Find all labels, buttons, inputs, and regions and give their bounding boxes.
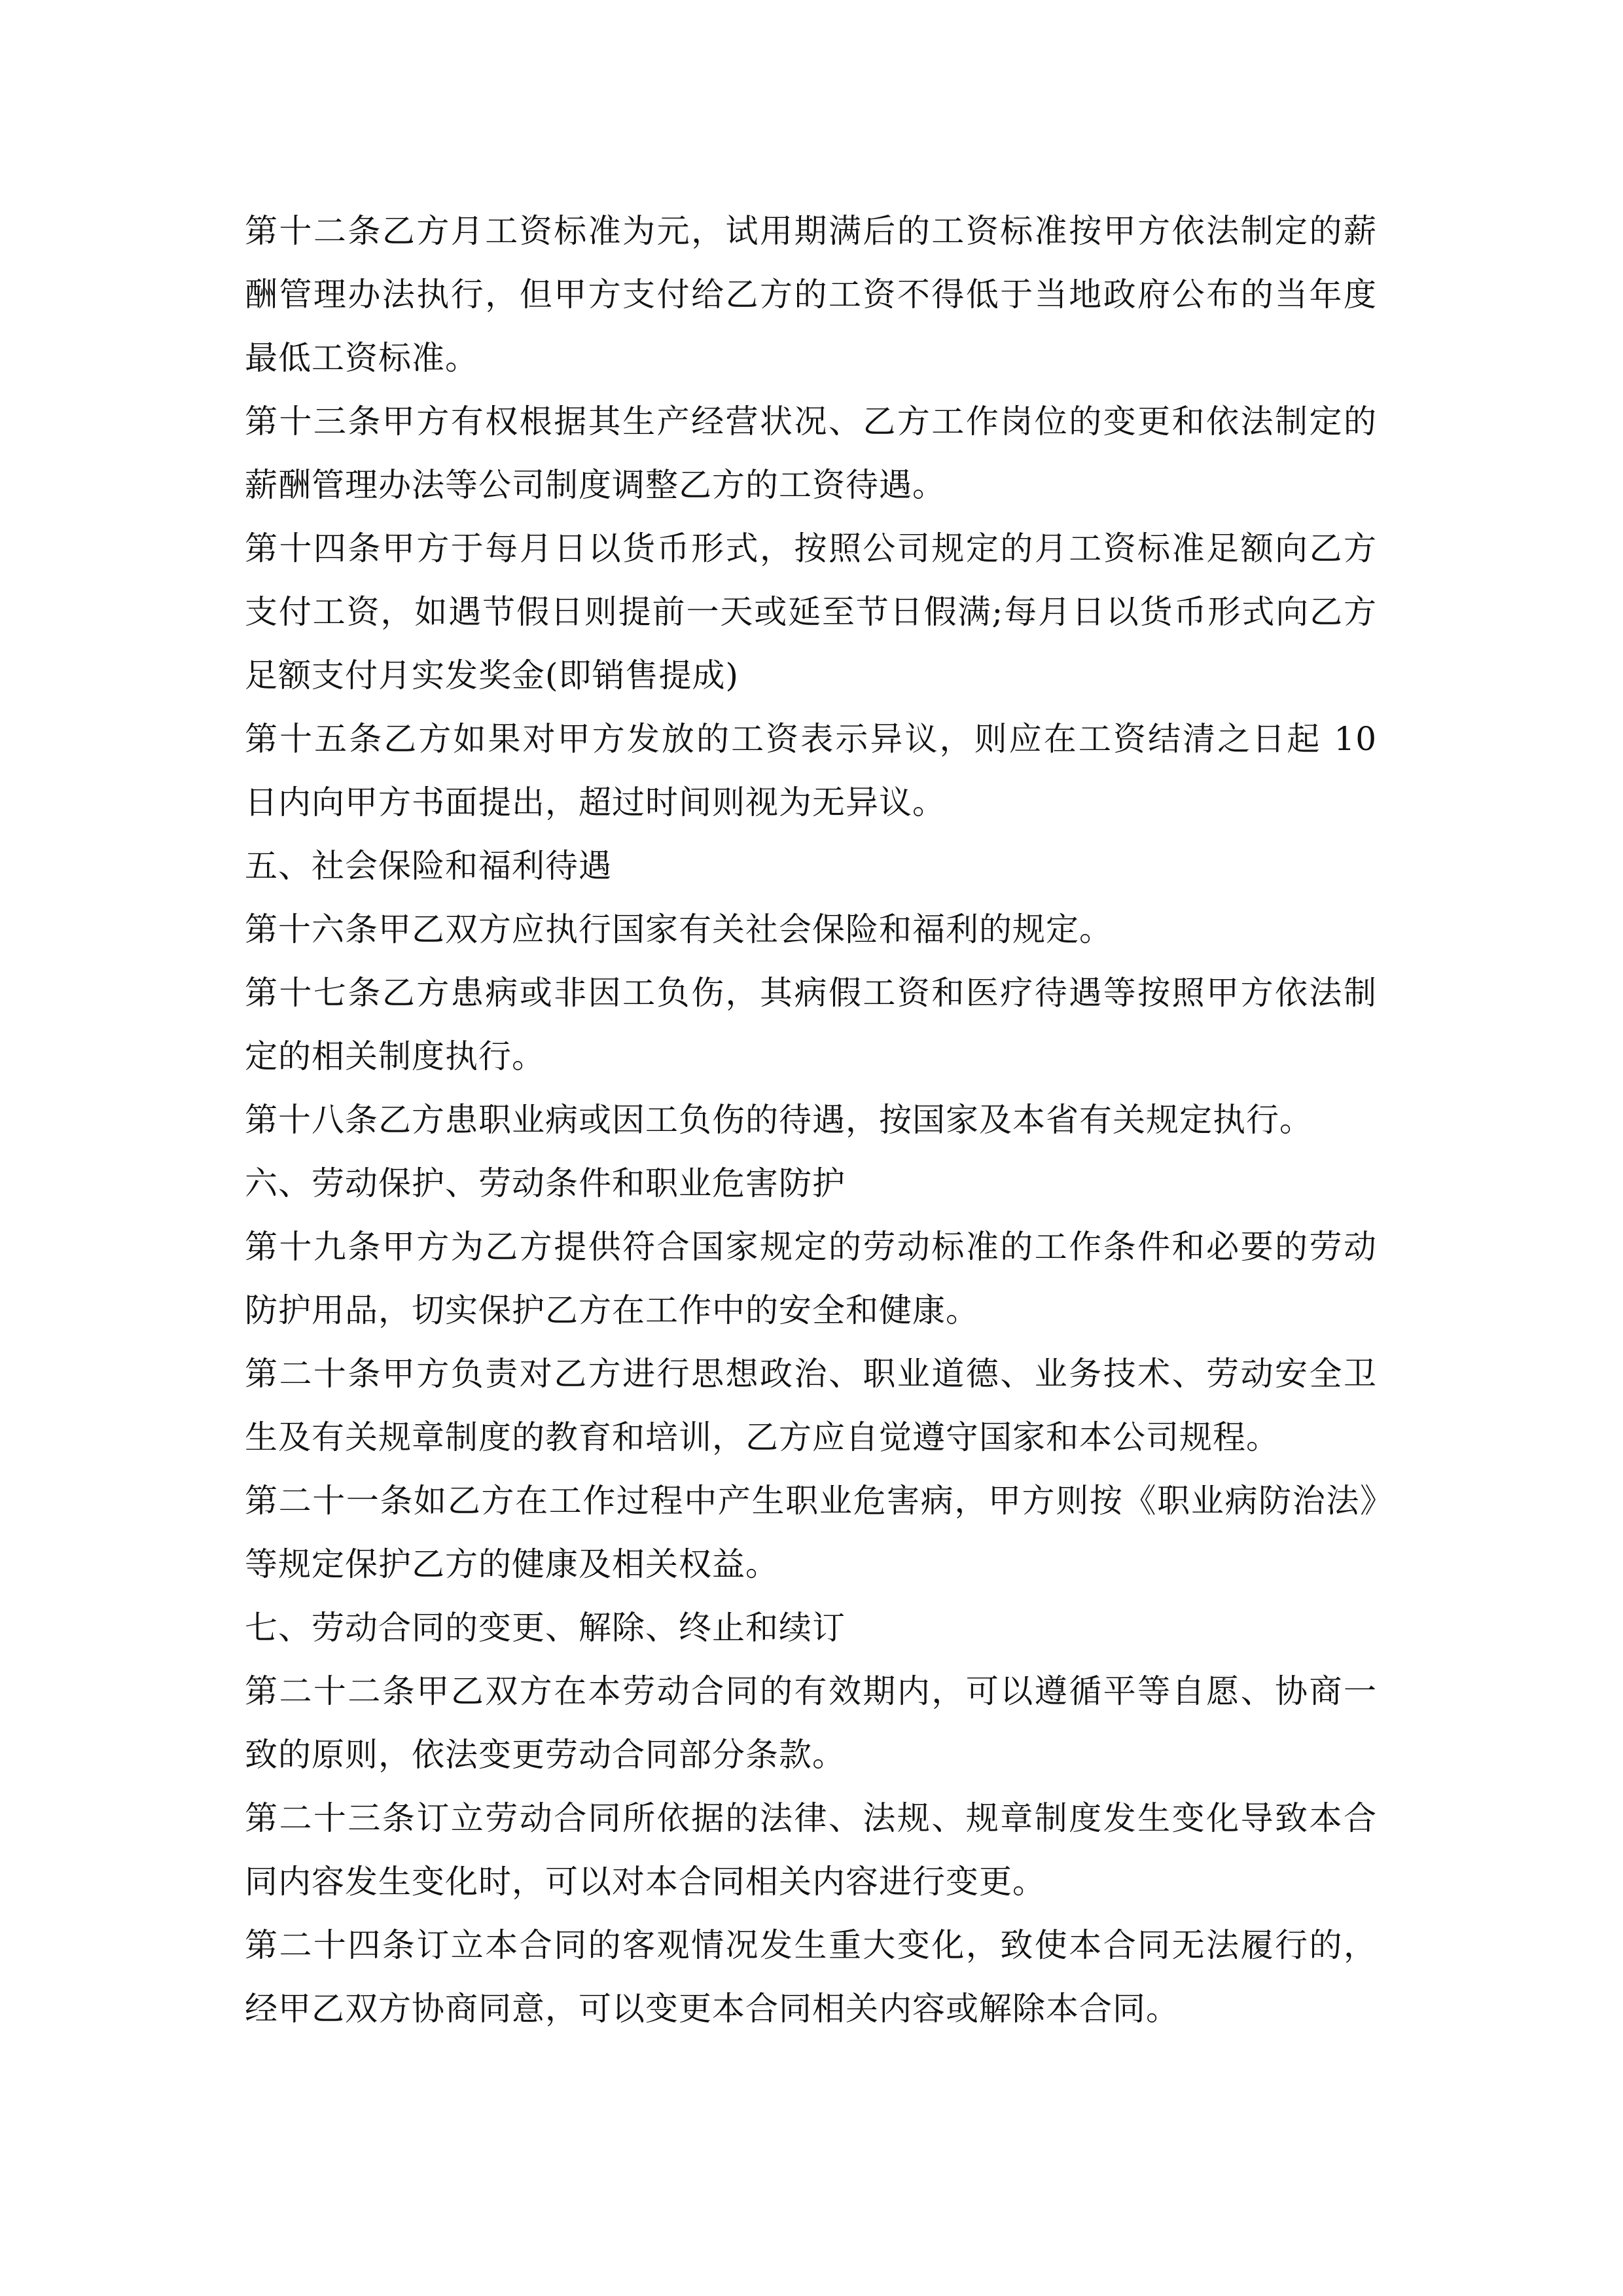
- section-heading-5: 五、社会保险和福利待遇: [245, 847, 612, 885]
- document-body: [245, 200, 1377, 2041]
- article-16: 第十六条甲乙双方应执行国家有关社会保险和福利的规定。: [245, 910, 1113, 948]
- article-21: 第二十一条如乙方在工作过程中产生职业危害病，甲方则按《职业病防治法》等规定保护乙方的健康及相关权益。: [245, 1482, 1377, 1583]
- article-23: 第二十三条订立劳动合同所依据的法律、法规、规章制度发生变化导致本合同内容发生变化时，可以对本合同相关内容进行变更。: [245, 1799, 1377, 1901]
- article-12: 第十二条乙方月工资标准为元，试用期满后的工资标准按甲方依法制定的薪酬管理办法执行，但甲方支付给乙方的工资不得低于当地政府公布的当年度最低工资标准。: [245, 212, 1377, 377]
- article-13: 第十三条甲方有权根据其生产经营状况、乙方工作岗位的变更和依法制定的薪酬管理办法等公司制度调整乙方的工资待遇。: [245, 403, 1377, 504]
- article-22: 第二十二条甲乙双方在本劳动合同的有效期内，可以遵循平等自愿、协商一致的原则，依法变更劳动合同部分条款。: [245, 1672, 1377, 1774]
- article-18: 第十八条乙方患职业病或因工负伤的待遇，按国家及本省有关规定执行。: [245, 1101, 1313, 1139]
- article-20: 第二十条甲方负责对乙方进行思想政治、职业道德、业务技术、劳动安全卫生及有关规章制度的教育和培训，乙方应自觉遵守国家和本公司规程。: [245, 1355, 1377, 1456]
- section-heading-7: 七、劳动合同的变更、解除、终止和续订: [245, 1609, 846, 1647]
- article-24: 第二十四条订立本合同的客观情况发生重大变化，致使本合同无法履行的，经甲乙双方协商同意，可以变更本合同相关内容或解除本合同。: [245, 1926, 1377, 2028]
- article-14: 第十四条甲方于每月日以货币形式，按照公司规定的月工资标准足额向乙方支付工资，如遇节假日则提前一天或延至节日假满;每月日以货币形式向乙方足额支付月实发奖金(即销售提成): [245, 529, 1377, 694]
- article-15: 第十五条乙方如果对甲方发放的工资表示异议，则应在工资结清之日起 10 日内向甲方书面提出，超过时间则视为无异议。: [245, 720, 1377, 821]
- section-heading-6: 六、劳动保护、劳动条件和职业危害防护: [245, 1164, 846, 1202]
- article-19: 第十九条甲方为乙方提供符合国家规定的劳动标准的工作条件和必要的劳动防护用品，切实保护乙方在工作中的安全和健康。: [245, 1228, 1377, 1329]
- article-17: 第十七条乙方患病或非因工负伤，其病假工资和医疗待遇等按照甲方依法制定的相关制度执行。: [245, 974, 1377, 1075]
